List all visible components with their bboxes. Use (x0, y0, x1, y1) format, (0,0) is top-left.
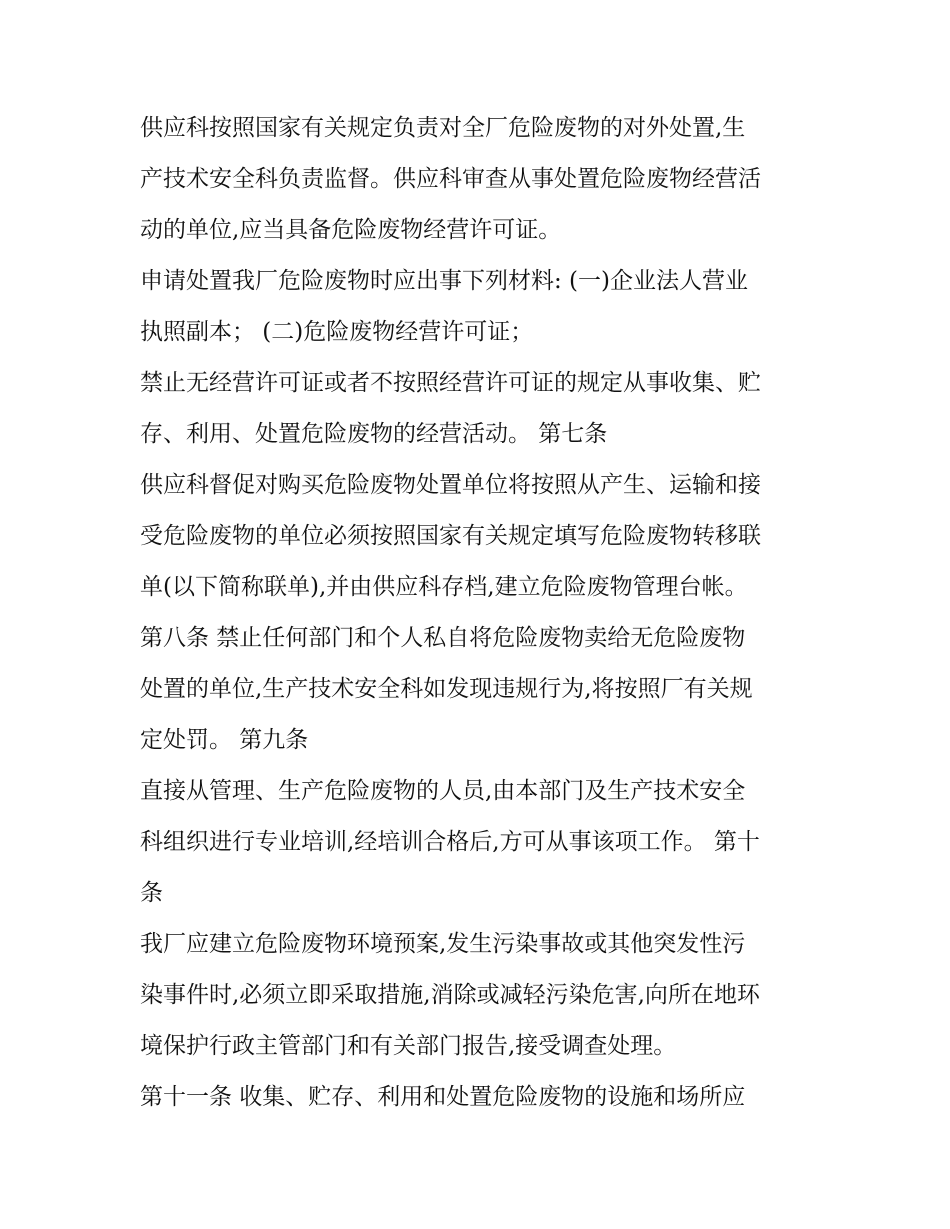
paragraph-application-materials (140, 256, 820, 358)
text-line: 境保护行政主管部门和有关部门报告,接受调查处理。 (140, 1033, 677, 1059)
text-line: 禁止无经营许可证或者不按照经营许可证的规定从事收集、贮 (140, 370, 761, 396)
text-line: 第十一条 收集、贮存、利用和处置危险废物的设施和场所应 (140, 1084, 746, 1110)
text-line: 执照副本； (二)危险废物经营许可证； (140, 319, 534, 345)
text-line: 存、利用、处置危险废物的经营活动。 第七条 (140, 421, 608, 447)
paragraph-supply-responsibility (140, 103, 820, 256)
paragraph-article-eight (140, 613, 820, 766)
text-line: 科组织进行专业培训,经培训合格后,方可从事该项工作。 第十 (140, 829, 760, 855)
paragraph-prohibition-unlicensed (140, 358, 820, 460)
text-line: 我厂应建立危险废物环境预案,发生污染事故或其他突发性污 (140, 931, 746, 957)
text-line: 条 (140, 880, 163, 906)
paragraph-emergency-plan (140, 919, 820, 1072)
paragraph-transfer-manifest (140, 460, 820, 613)
paragraph-training (140, 766, 820, 919)
document-body (140, 103, 820, 1123)
text-line: 直接从管理、生产危险废物的人员,由本部门及生产技术安全 (140, 778, 746, 804)
text-line: 供应科督促对购买危险废物处置单位将按照从产生、运输和接 (140, 472, 761, 498)
text-line: 定处罚。 第九条 (140, 727, 309, 753)
text-line: 供应科按照国家有关规定负责对全厂危险废物的对外处置,生 (140, 115, 746, 141)
text-line: 单(以下简称联单),并由供应科存档,建立危险废物管理台帐。 (140, 574, 748, 600)
text-line: 染事件时,必须立即采取措施,消除或减轻污染危害,向所在地环 (140, 982, 760, 1008)
text-line: 处置的单位,生产技术安全科如发现违规行为,将按照厂有关规 (140, 676, 753, 702)
paragraph-article-eleven (140, 1072, 820, 1123)
text-line: 产技术安全科负责监督。供应科审查从事处置危险废物经营活 (140, 166, 761, 192)
text-line: 第八条 禁止任何部门和个人私自将危险废物卖给无危险废物 (140, 625, 746, 651)
text-line: 申请处置我厂危险废物时应出事下列材料: (一)企业法人营业 (140, 268, 749, 294)
text-line: 动的单位,应当具备危险废物经营许可证。 (140, 217, 562, 243)
text-line: 受危险废物的单位必须按照国家有关规定填写危险废物转移联 (140, 523, 761, 549)
